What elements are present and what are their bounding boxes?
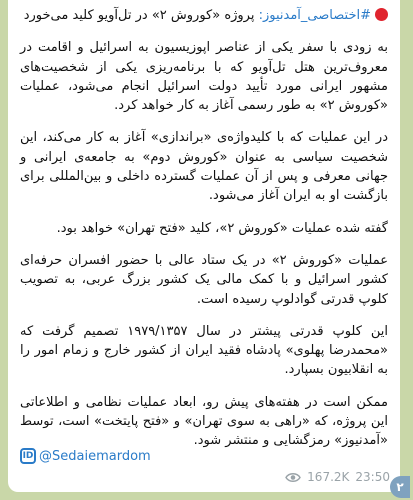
paragraph-3: گفته شده عملیات «کوروش ۲»، کلید «فتح تهران» خواهد بود. <box>56 220 388 236</box>
message-meta <box>285 470 390 484</box>
hashtag-link[interactable]: #اختصاصی_آمدنیوز: <box>258 8 371 23</box>
message-time: 23:50 <box>355 470 390 484</box>
red-circle-icon <box>375 8 388 21</box>
paragraph-6: ممکن است در هفته‌های پیش رو، ابعاد عملیات نظامی و اطلاعاتی این پروژه، که «راهی به سوی تهران» و «فتح پایتخت» است، توسط «آمدنیوز» رمزگشایی و منتشر شود. <box>20 394 388 449</box>
paragraph-5: این کلوپ قدرتی پیشتر در سال ۱۹۷۹/۱۳۵۷ تصمیم گرفت که «محمدرضا پهلوی» پادشاه فقید ایران از کشور خارج و زمام امور را به انقلابیون بسپارد. <box>20 323 388 378</box>
message-body <box>20 6 388 451</box>
message-bubble <box>8 0 400 492</box>
view-count: 167.2K <box>307 470 350 484</box>
eye-icon <box>285 472 301 483</box>
channel-link[interactable]: @Sedaiemardom <box>39 448 151 464</box>
message-title <box>20 6 388 25</box>
share-button[interactable]: ۲ <box>390 476 410 498</box>
paragraph-2: در این عملیات که با کلیدواژه‌ی «براندازی» آغاز به کار می‌کند، این شخصیت سیاسی به عنوان «کوروش دوم» به جامعه‌ی ایرانی و جهانی معرفی و پس از آن عملیات گسترده داخلی و بین‌المللی برای بازگشت او به ایران آغاز می‌شود. <box>20 130 388 204</box>
channel-signature[interactable] <box>20 448 151 464</box>
id-badge-icon: ID <box>20 448 36 464</box>
paragraph-4: عملیات «کوروش ۲» در یک ستاد عالی با حضور افسران حرفه‌ای کشور اسرائیل و با کمک مالی یک کشور بزرگ عربی، به تصویب کلوپ قدرتی گوادلوپ رسیده است. <box>20 252 388 307</box>
message-title-text: پروژه «کوروش ۲» در تل‌آویو کلید می‌خورد <box>23 8 259 23</box>
paragraph-1: به زودی با سفر یکی از عناصر اپوزیسیون به اسرائیل و اقامت در معروف‌ترین هتل تل‌آویو که با برنامه‌ریزی یکی از شخصیت‌های مشهور ایرانی مورد تأیید دولت اسرائیل انجام می‌شود، عملیات «کوروش ۲» به طور رسمی آغاز به کار خواهد کرد. <box>20 40 388 114</box>
